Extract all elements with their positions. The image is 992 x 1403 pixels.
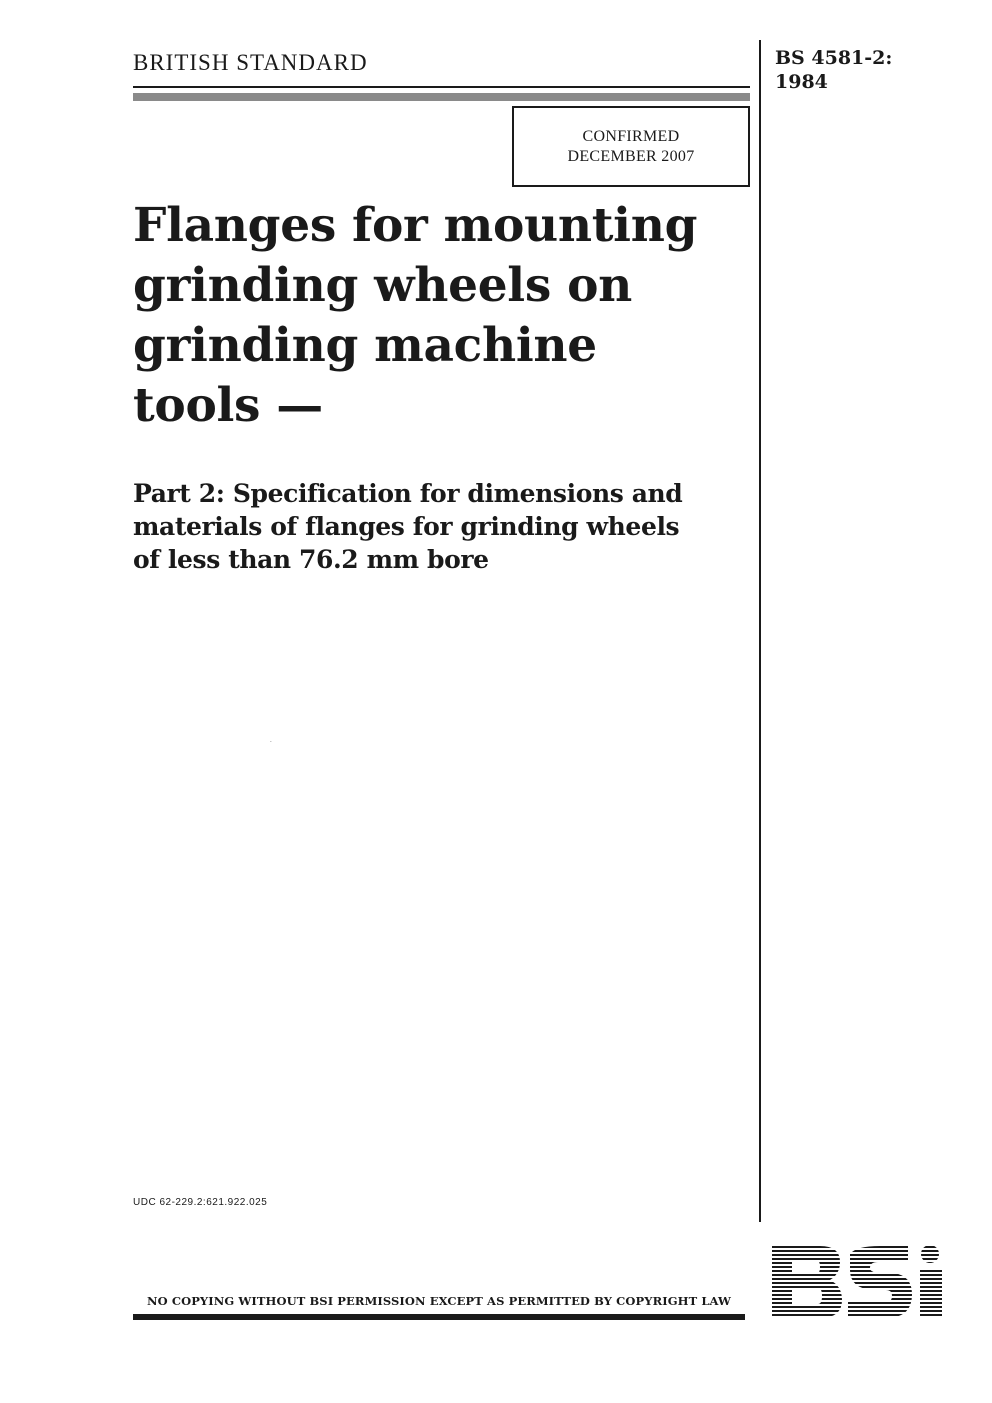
standard-number [775, 46, 892, 94]
confirmed-line1: CONFIRMED [582, 127, 680, 145]
standard-number-line2: 1984 [775, 71, 828, 93]
part-line: Part 2: Specification for dimensions and [133, 479, 683, 508]
document-title [133, 196, 753, 436]
copyright-notice: NO COPYING WITHOUT BSI PERMISSION EXCEPT AS PERMITTED BY COPYRIGHT LAW [146, 1294, 732, 1308]
standard-label: BRITISH STANDARD [133, 50, 368, 75]
title-line: grinding wheels on [133, 258, 633, 313]
confirmed-line2: DECEMBER 2007 [567, 147, 695, 165]
title-line: tools — [133, 378, 323, 433]
udc-code: UDC 62-229.2:621.922.025 [133, 1197, 268, 1208]
confirmed-stamp [512, 106, 750, 187]
title-line: grinding machine [133, 318, 597, 373]
part-line: materials of flanges for grinding wheels [133, 512, 680, 541]
part-line: of less than 76.2 mm bore [133, 545, 489, 574]
header-rule-thin [133, 86, 750, 88]
standard-number-line1: BS 4581-2: [775, 47, 893, 69]
bsi-logo-text: BSI [270, 742, 272, 743]
title-line: Flanges for mounting [133, 198, 698, 253]
margin-vertical-rule [759, 40, 761, 1222]
part-subtitle [133, 477, 753, 576]
footer-rule [133, 1314, 745, 1320]
header-rule-grey [133, 93, 750, 101]
